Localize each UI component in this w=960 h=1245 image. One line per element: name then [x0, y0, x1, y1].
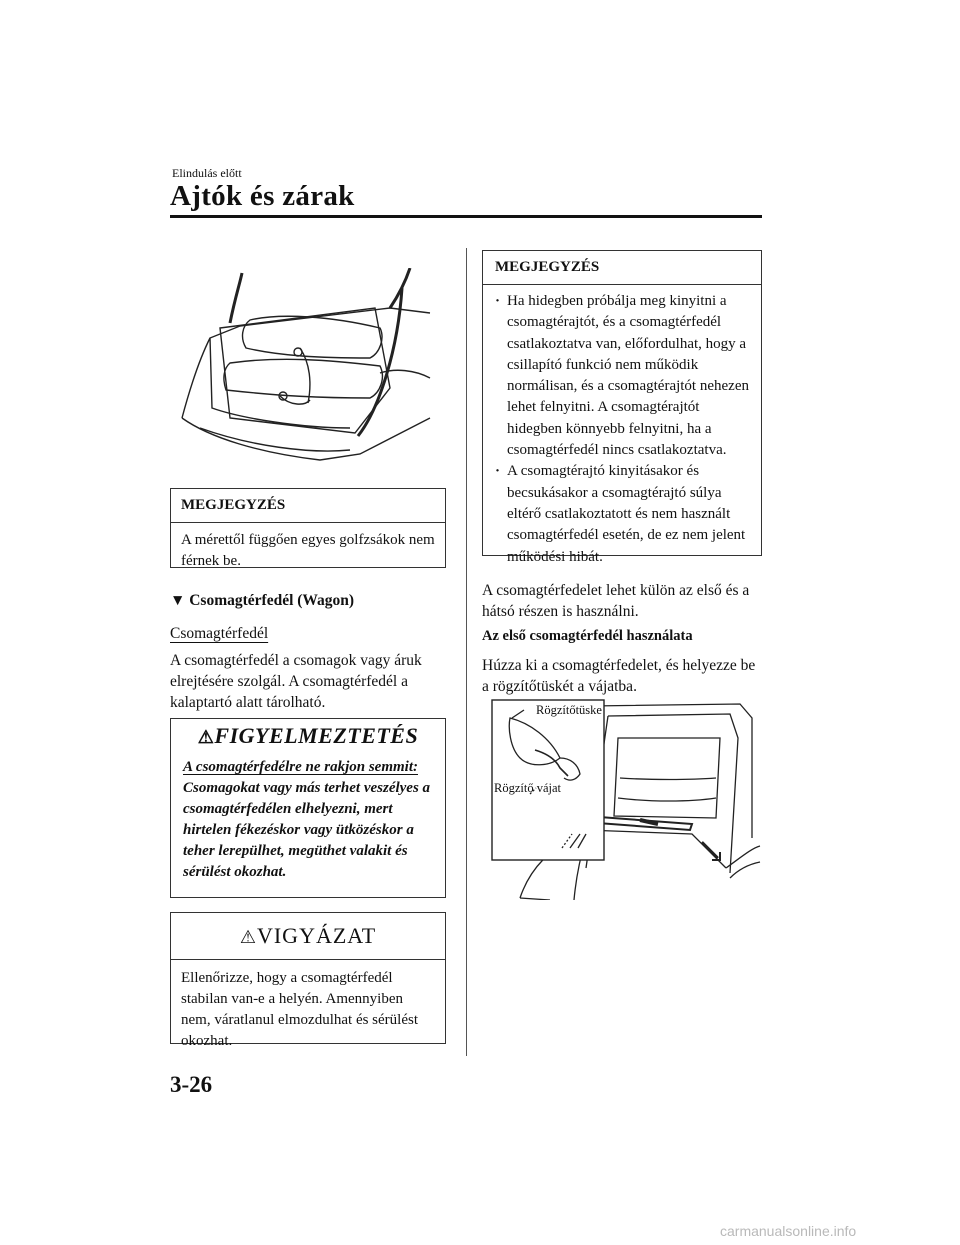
page-number: 3-26 — [170, 1072, 213, 1097]
paragraph-2: Húzza ki a csomagtérfedelet, és helyezze be a rögzítőtüskét a vájatba. — [482, 657, 756, 695]
caution-icon: ⚠ — [239, 927, 257, 947]
watermark: carmanualsonline.info — [720, 1223, 857, 1239]
title-rule — [170, 215, 762, 218]
paragraph: A csomagtérfedél a csomagok vagy áruk elrejtésére szolgál. A csomagtérfedél a kalaptartó alatt tárolható. — [170, 652, 422, 711]
note-item: · Ha hidegben próbálja meg kinyitni a csomagtérajtót, és a csomagtérfedél csatlakoztatva van, előfordulhat, hogy a csillapító funkció nem működik normálisan, és a csomagtérajtót nehezen lehet felnyitni. A csomagtérajtót hidegben könnyebb felnyitni, ha a csomagtérfedél nincs csatlakoztatva. — [507, 291, 751, 461]
caution-text: Ellenőrizze, hogy a csomagtérfedél stabilan van-e a helyén. Amennyiben nem, váratlanul elmozdulhat és sérülést okozhat. — [171, 959, 445, 1059]
caution-title: ⚠VIGYÁZAT — [239, 923, 377, 948]
page-title: Ajtók és zárak — [170, 180, 355, 212]
section-marker-icon: ▼ — [170, 592, 186, 609]
sub-heading-right: Az első csomagtérfedél használata — [482, 628, 693, 644]
warning-body — [171, 757, 445, 883]
warning-icon: ⚠ — [197, 727, 215, 747]
note-box-2 — [482, 250, 762, 565]
warning-lead: A csomagtérfedélre ne rakjon semmit: — [183, 759, 418, 775]
warning-box — [170, 718, 446, 898]
section-heading-text: Csomagtérfedél (Wagon) — [189, 592, 355, 609]
note-list — [483, 285, 761, 576]
note-text: A mérettől függően egyes golfzsákok nem férnek be. — [181, 532, 435, 569]
note-heading-2: MEGJEGYZÉS — [483, 251, 761, 285]
sub-heading: Csomagtérfedél — [170, 625, 269, 642]
note-heading: MEGJEGYZÉS — [171, 489, 445, 523]
section-label: Elindulás előtt — [172, 166, 242, 180]
callout-groove-label: Rögzítő vájat — [494, 781, 561, 795]
paragraph-1: A csomagtérfedelet lehet külön az első és a hátsó részen is használni. — [482, 582, 750, 620]
cargo-cover-illustration — [490, 698, 762, 900]
note-item: · A csomagtérajtó kinyitásakor és becsukásakor a csomagtérajtó súlya eltérő csatlakoztatott és nem használt csomagtérfedél esetén, de ez nem jelent működési hibát. — [507, 461, 751, 567]
callout-pin-label: Rögzítőtüske — [536, 703, 602, 717]
section-heading — [170, 592, 354, 610]
warning-title: ⚠FIGYELMEZTETÉS — [197, 723, 419, 748]
warning-text: Csomagokat vagy más terhet veszélyes a csomagtérfedélen elhelyezni, mert hirtelen fékezéskor vagy ütközéskor a teher lerepülhet, megüthet valakit és sérülést okozhat. — [183, 780, 431, 880]
note-box — [170, 488, 446, 568]
column-divider — [466, 248, 467, 1056]
trunk-golfbag-illustration — [180, 268, 436, 476]
caution-box — [170, 912, 446, 1049]
